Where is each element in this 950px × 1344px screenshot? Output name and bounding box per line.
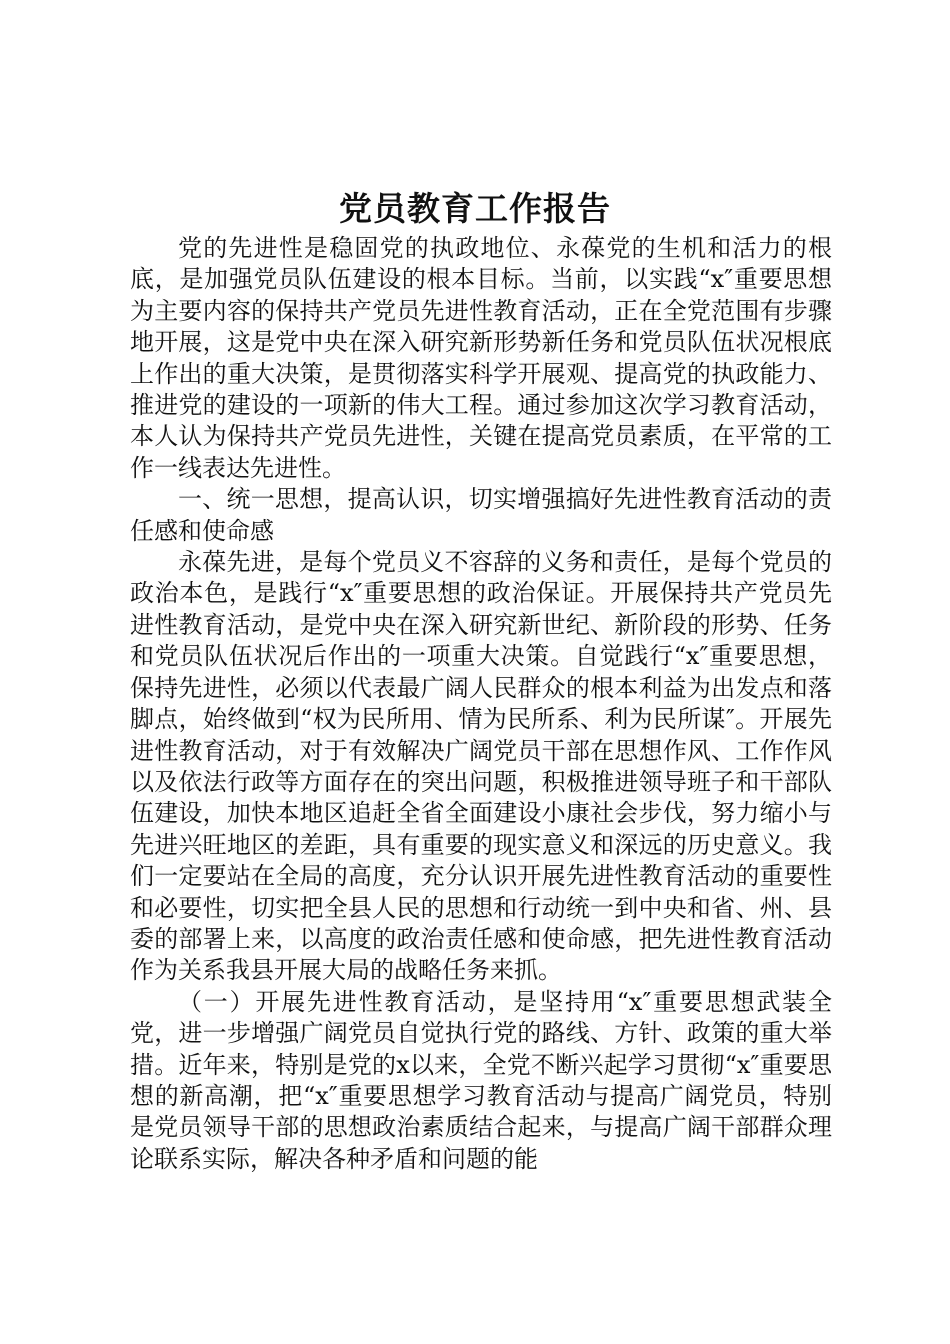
document-body [130,233,832,1175]
paragraph-intro: 党的先进性是稳固党的执政地位、永葆党的生机和活力的根底，是加强党员队伍建设的根本目标。当前，以实践“x″重要思想为主要内容的保持共产党员先进性教育活动，正在全党范围有步骤地开展，这是党中央在深入研究新形势新任务和党员队伍状况根底上作出的重大决策，是贯彻落实科学开展观、提高党的执政能力、推进党的建设的一项新的伟大工程。通过参加这次学习教育活动，本人认为保持共产党员先进性，关键在提高党员素质，在平常的工作一线表达先进性。 [130,234,832,482]
paragraph-section-one: 永葆先进，是每个党员义不容辞的义务和责任，是每个党员的政治本色，是践行“x″重要思想的政治保证。开展保持共产党员先进性教育活动，是党中央在深入研究新世纪、新阶段的形势、任务和党员队伍状况后作出的一项重大决策。自觉践行“x″重要思想，保持先进性，必须以代表最广阔人民群众的根本利益为出发点和落脚点，始终做到“权为民所用、情为民所系、利为民所谋″。开展先进性教育活动，对于有效解决广阔党员干部在思想作风、工作作风以及依法行政等方面存在的突出问题，积极推进领导班子和干部队伍建设，加快本地区追赶全省全面建设小康社会步伐，努力缩小与先进兴旺地区的差距，具有重要的现实意义和深远的历史意义。我们一定要站在全局的高度，充分认识开展先进性教育活动的重要性和必要性，切实把全县人民的思想和行动统一到中央和省、州、县委的部署上来，以高度的政治责任感和使命感，把先进性教育活动作为关系我县开展大局的战略任务来抓。 [130,548,832,985]
document-title: 党员教育工作报告 [339,189,611,228]
paragraph-subsection-one: （一）开展先进性教育活动，是坚持用“x″重要思想武装全党，进一步增强广阔党员自觉执行党的路线、方针、政策的重大举措。近年来，特别是党的x以来，全党不断兴起学习贯彻“x″重要思想的新高潮，把“x″重要思想学习教育活动与提高广阔党员，特别是党员领导干部的思想政治素质结合起来，与提高广阔干部群众理论联系实际，解决各种矛盾和问题的能 [130,987,832,1173]
section-heading-one: 一、统一思想，提高认识，切实增强搞好先进性教育活动的责任感和使命感 [130,485,832,545]
